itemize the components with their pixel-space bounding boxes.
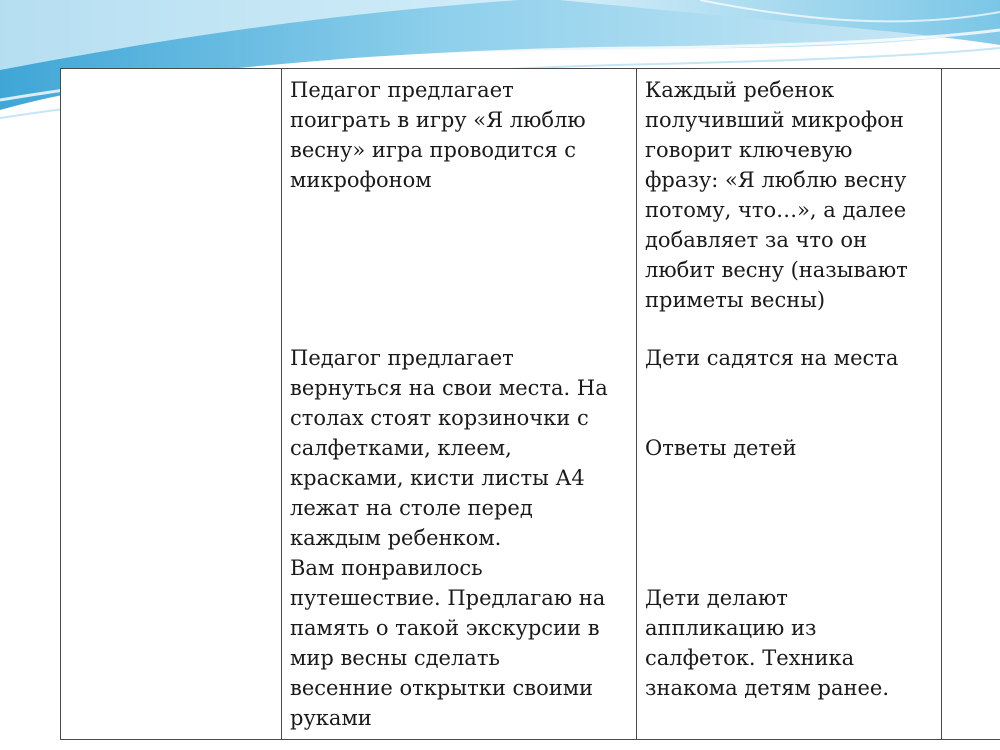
children-text-3: Ответы детей (645, 436, 797, 460)
teacher-text-2: Педагог предлагает вернуться на свои места. На столах стоят корзиночки с салфетками, клеем, красками, кисти листы А4 лежат на столе перед каждым ребенком. Вам понравилось путешествие. Предлагаю на память о такой экскурсии в мир весны сделать весенние открытки своими руками (290, 346, 608, 730)
teacher-text-1: Педагог предлагает поиграть в игру «Я люблю весну» игра проводится с микрофоном (290, 78, 586, 192)
table-row (61, 69, 1000, 740)
children-text-2: Дети садятся на места (645, 346, 899, 370)
children-actions-cell (637, 69, 942, 740)
lesson-table (60, 68, 1000, 740)
teacher-actions-cell (282, 69, 637, 740)
children-text-1: Каждый ребенок получивший микрофон говорит ключевую фразу: «Я люблю весну потому, что…», а далее добавляет за что он любит весну (называют приметы весны) (645, 78, 908, 312)
empty-cell (942, 69, 1000, 740)
children-text-4: Дети делают аппликацию из салфеток. Техника знакома детям ранее. (645, 586, 889, 700)
empty-cell (61, 69, 282, 740)
